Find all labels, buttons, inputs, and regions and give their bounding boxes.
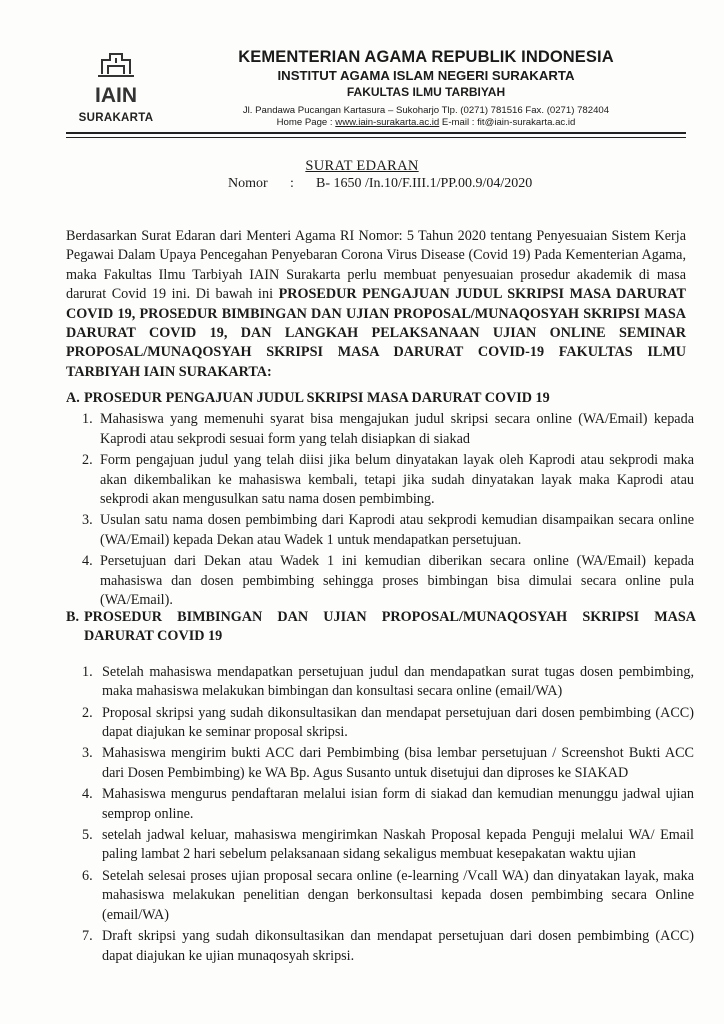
home-page-link[interactable]: www.iain-surakarta.ac.id [335,117,440,128]
item-number: 1. [82,411,93,428]
institution-logo [74,50,158,126]
item-number: 5. [82,827,93,844]
number-label: Nomor [228,176,268,191]
item-number: 6. [82,867,93,884]
item-text: Mahasiswa mengurus pendaftaran melalui isian form di siakad dan kemudian menunggu jadwal ujian semprop online. [102,786,694,822]
list-item [82,451,694,509]
logo-emblem-icon [88,50,144,110]
letterhead-rule-thin [66,137,686,138]
intro-bold-text: PROSEDUR PENGAJUAN JUDUL SKRIPSI MASA DARURAT COVID 19, PROSEDUR BIMBINGAN DAN UJIAN PROPOSAL/MUNAQOSYAH SKRIPSI MASA DARURAT COVID 19, DAN LANGKAH PELAKSANAAN UJIAN ONLINE SEMINAR PROPOSAL/MUNAQOSYAH SKRIPSI MASA DARURAT COVID-19 FAKULTAS ILMU TARBIYAH IAIN SURAKARTA: [66,286,687,380]
svg-text:IAIN: IAIN [95,84,137,107]
section-a-title: PROSEDUR PENGAJUAN JUDUL SKRIPSI MASA DARURAT COVID 19 [84,390,550,406]
address-line: Jl. Pandawa Pucangan Kartasura – Sukoharjo Tlp. (0271) 781516 Fax. (0271) 782404 [242,105,610,116]
item-text: Draft skripsi yang sudah dikonsultasikan dan mendapat persetujuan dari dosen pembimbing (ACC) dapat diajukan ke ujian munaqosyah skripsi. [102,928,694,964]
faculty-name: FAKULTAS ILMU TARBIYAH [346,85,506,99]
list-item [82,826,694,865]
number-separator: : [290,176,294,191]
item-text: Setelah mahasiswa mendapatkan persetujuan judul dan mendapatkan surat tugas dosen pembimbing, maka mahasiswa melakukan bimbingan dan konsultasi secara online (email/WA) [102,663,694,700]
list-item [82,867,694,925]
document-title: SURAT EDARAN [305,158,419,174]
item-text: setelah jadwal keluar, mahasiswa mengirimkan Naskah Proposal kepada Penguji melalui WA/ Email paling lambat 2 hari sebelum pelaksanaan sidang sekaligus membuat kesepakatan waktu ujian [102,827,694,863]
list-item [82,511,694,550]
section-a-list [82,410,694,610]
contact-line [196,117,656,129]
email-label: E-mail : fit@iain-surakarta.ac.id [439,117,576,128]
section-b [66,608,696,966]
item-text: Persetujuan dari Dekan atau Wadek 1 ini kemudian diberikan secara online (WA/Email) kepada mahasiswa dan dosen pembimbing sehingga proses bimbingan bisa dimulai secara online pula (WA/Email). [100,553,694,609]
list-item [82,927,694,966]
list-item [82,704,694,743]
item-text: Form pengajuan judul yang telah diisi jika belum dinyatakan layak oleh Kaprodi atau sekprodi maka akan dikembalikan ke mahasiswa kembali, tetapi jika sudah dinyatakan layak maka Kaprodi atau sekprodi akan mengusulkan satu nama dosen pembimbing. [100,452,694,508]
list-item [82,552,694,610]
list-item [82,744,694,783]
logo-city-label: SURAKARTA [78,112,154,124]
home-page-label: Home Page : [276,117,336,128]
item-text: Mahasiswa yang memenuhi syarat bisa mengajukan judul skripsi secara online (WA/Email) kepada Kaprodi atau sekprodi sesuai form yang telah disiapkan di siakad [100,411,694,447]
ministry-name: KEMENTERIAN AGAMA REPUBLIK INDONESIA [238,48,614,66]
institute-name: INSTITUT AGAMA ISLAM NEGERI SURAKARTA [277,68,575,83]
section-b-letter: B. [66,609,80,625]
section-b-heading [66,608,696,647]
item-number: 4. [82,786,93,803]
number-value: B- 1650 /In.10/F.III.1/PP.00.9/04/2020 [316,176,533,191]
item-number: 3. [82,512,93,529]
section-a [66,389,696,610]
letterhead-rule-thick [66,132,686,134]
intro-paragraph [66,227,686,382]
item-number: 3. [82,745,93,762]
item-number: 2. [82,452,93,469]
list-item [82,663,694,702]
list-item [82,785,694,824]
item-text: Proposal skripsi yang sudah dikonsultasikan dan mendapat persetujuan dari dosen pembimbing (ACC) dapat diajukan ke seminar proposal skripsi. [102,704,694,741]
section-b-title: PROSEDUR BIMBINGAN DAN UJIAN PROPOSAL/MUNAQOSYAH SKRIPSI MASA DARURAT COVID 19 [84,609,696,645]
section-b-list [82,663,694,966]
item-text: Mahasiswa mengirim bukti ACC dari Pembimbing (bisa lembar persetujuan / Screenshot Bukti ACC dari Dosen Pembimbing) ke WA Bp. Agus Susanto untuk disetujui dan diproses ke SIAKAD [102,745,694,781]
item-number: 1. [82,663,93,680]
section-a-heading [66,389,696,408]
item-number: 7. [82,928,93,945]
document-number [228,176,532,192]
list-item [82,410,694,449]
section-a-letter: A. [66,390,80,406]
intro-text: Berdasarkan Surat Edaran dari Menteri Agama RI Nomor: 5 Tahun 2020 tentang Penyesuaian Sistem Kerja Pegawai Dalam Upaya Pencegahan Penyebaran Corona Virus Disease (Covid 19) Pada Kementerian Agama, maka Fakultas Ilmu Tarbiyah IAIN Surakarta perlu membuat penyesuaian prosedur akademik di masa darurat Covid 19 ini. Di bawah ini [66,228,686,303]
item-number: 4. [82,553,93,570]
item-number: 2. [82,704,93,721]
letterhead-text [196,48,656,129]
item-text: Setelah selesai proses ujian proposal secara online (e-learning /Vcall WA) dan dinyatakan layak, maka mahasiswa melakukan penelitian dengan berkonsultasi kepada dosen pembimbing secara Online (email/WA) [102,867,694,923]
item-text: Usulan satu nama dosen pembimbing dari Kaprodi atau sekprodi kemudian disampaikan secara online (WA/Email) kepada Dekan atau Wadek 1 untuk mendapatkan persetujuan. [100,512,694,548]
